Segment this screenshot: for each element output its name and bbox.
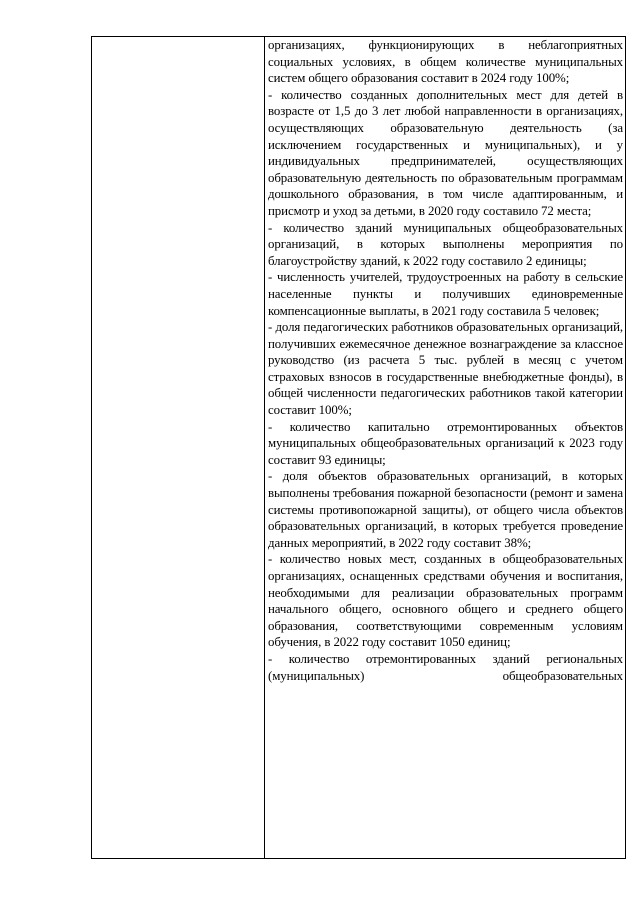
paragraph-4: - численность учителей, трудоустроенных на работу в сельские населенные пункты и получивших единовременные компенсационные выплаты, в 2021 году составила 5 человек; — [268, 270, 623, 318]
paragraph-3: - количество зданий муниципальных общеобразовательных организаций, в которых выполнены мероприятия по благоустройству зданий, к 2022 году составило 2 единицы; — [268, 220, 623, 268]
paragraph-6: - количество капитально отремонтированных объектов муниципальных общеобразовательных организаций к 2023 году составит 93 единицы; — [268, 419, 623, 467]
paragraph-2: - количество созданных дополнительных мест для детей в возрасте от 1,5 до 3 лет любой направленности в организациях, осуществляющих образовательную деятельность (за исключением государственных и муниципальных), и у индивидуальных предпринимателей, осуществляющих образовательную деятельность по образовательным программам дошкольного образования, в том числе адаптированным, и присмотр и уход за детьми, в 2020 году составило 72 места; — [268, 87, 623, 218]
paragraph-7: - доля объектов образовательных организаций, в которых выполнены требования пожарной безопасности (ремонт и замена системы противопожарной защиты), от общего числа объектов образовательных организаций, в которых требуется проведение данных мероприятий, в 2022 году составит 38%; — [268, 469, 623, 550]
table-right-cell — [265, 37, 625, 858]
paragraph-8: - количество новых мест, созданных в общеобразовательных организациях, оснащенных средствами обучения и воспитания, необходимыми для реализации образовательных программ начального общего, основного общего и среднего общего образования, соответствующими современным условиям обучения, в 2022 году составит 1050 единиц; — [268, 552, 623, 650]
paragraph-5: - доля педагогических работников образовательных организаций, получивших ежемесячное денежное вознаграждение за классное руководство (из расчета 5 тыс. рублей в месяц с учетом страховых взносов в государственные внебюджетные фонды), в общей численности педагогических работников такой категории составит 100%; — [268, 320, 623, 418]
document-table — [91, 36, 626, 859]
table-left-cell — [92, 37, 265, 858]
paragraph-1: организациях, функционирующих в неблагоприятных социальных условиях, в общем количестве муниципальных систем общего образования составит в 2024 году 100%; — [268, 38, 623, 86]
paragraph-9: - количество отремонтированных зданий региональных (муниципальных) общеобразовательных — [268, 651, 623, 683]
